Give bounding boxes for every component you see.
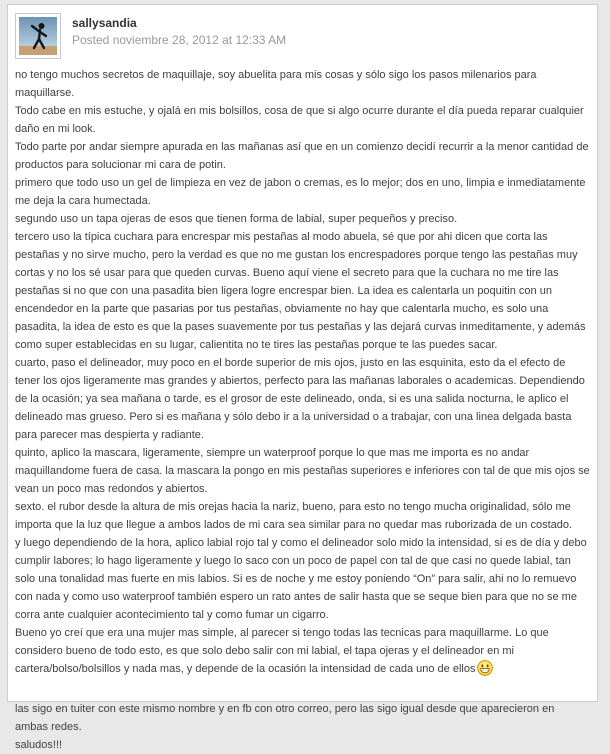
author-block <box>72 13 286 48</box>
paragraph: saludos!!! <box>15 739 63 751</box>
paragraph: y luego dependiendo de la hora, aplico labial rojo tal y como el delineador solo mido la intensidad, si es de día y debo cumplir labores; lo hago ligeramente y luego lo saco con un poco de papel con tal de que casi no quede labial, tan solo una tonalidad mas fuerte en mis labios. Si es de noche y me estoy poniendo “On” para salir, ahi no lo remuevo con nada y como uso waterproof también espero un rato antes de salir hasta que se seque bien para que no se me corra ante cualquier acontecimiento tal y como fumar un cigarro. <box>15 537 587 621</box>
comment-card <box>7 4 598 751</box>
paragraph: primero que todo uso un gel de limpieza en vez de jabon o cremas, es lo mejor; dos en uno, limpia e inmediatamente me deja la cara humectada. <box>15 177 586 207</box>
paragraph: sexto. el rubor desde la altura de mis orejas hacia la nariz, bueno, para esto no tengo mucha originalidad, sólo me importa que la luz que llegue a ambos lados de mi cara sea similar para no quedar mas ruborizada de un costado. <box>15 501 573 531</box>
paragraph: Todo cabe en mis estuche, y ojalá en mis bolsillos, cosa de que si algo ocurre durante el día pueda reparar cualquier daño en mi look. <box>15 105 584 135</box>
post-timestamp: Posted noviembre 28, 2012 at 12:33 AM <box>72 33 287 47</box>
big-grin-emoji-icon <box>477 660 493 682</box>
post-header <box>15 13 590 59</box>
paragraph: segundo uso un tapa ojeras de esos que tienen forma de labial, super pequeños y preciso. <box>15 213 458 225</box>
paragraph-with-emoji <box>15 624 590 682</box>
paragraph-text: Bueno yo creí que era una mujer mas simple, al parecer si tengo todas las tecnicas para maquillarme. Lo que considero bueno de todo esto, es que solo debo salir con mi labial, el tapa ojeras y el delineador en mi cartera/bolso/bolsillos y nada mas, y depende de la ocasión la intensidad de cada uno de ellos <box>15 627 549 675</box>
paragraph: cuarto, paso el delineador, muy poco en el borde superior de mis ojos, justo en las esquinita, esto da el efecto de tener los ojos ligeramente mas grandes y abiertos, perfecto para las mañanas laborales o academicas. Dependiendo de la ocasión; ya sea mañana o tarde, es el grosor de este delineado, onda, si es una salida nocturna, le aplico el delineado mas grueso. Pero si es mañana y sólo debo ir a la universidad o a trabajar, con una linea delgada basta para parecer mas despierta y radiante. <box>15 357 585 441</box>
paragraph: Todo parte por andar siempre apurada en las mañanas así que en un comienzo decidí recurrir a la menor cantidad de productos para solucionar mi cara de potin. <box>15 141 589 171</box>
post-body <box>15 66 590 754</box>
paragraph: tercero uso la típica cuchara para encrespar mis pestañas al modo abuela, sé que por ahi dicen que corta las pestañas y no sirve mucho, pero la verdad es que no me gustan los encrespadores porque tengo las pestañas muy cortas y no los sé usar para que queden curvas. Bueno aquí viene el secreto para que la cuchara no me tire las pestañas si no que con una pasadita bien ligera logre encrespar bien. La idea es calentarla un poquitin con un encendedor en la parte que pasarias por tus pestañas, obviamente no hay que calentarla mucho, es solo una pasadita, la idea de esto es que la pases suavemente por tus pestañas y las dejará curvas inmeditamente, y además como super establecidas en su lugar, calientita no te tires las pestañas porque te las puedes sacar. <box>15 231 586 351</box>
person-on-beach-photo-icon <box>19 17 57 55</box>
paragraph: no tengo muchos secretos de maquillaje, soy abuelita para mis cosas y sólo sigo los pasos milenarios para maquillarse. <box>15 69 537 99</box>
paragraph: las sigo en tuiter con este mismo nombre y en fb con otro correo, pero las sigo igual desde que aparecieron en ambas redes. <box>15 703 555 733</box>
avatar[interactable] <box>15 13 61 59</box>
paragraph: quinto, aplico la mascara, ligeramente, siempre un waterproof porque lo que mas me importa es no andar maquillandome fuera de casa. la mascara la pongo en mis pestañas superiores e inferiores con tal de que mis ojos se vean un poco mas redondos y abiertos. <box>15 447 590 495</box>
author-name[interactable]: sallysandia <box>72 16 137 30</box>
